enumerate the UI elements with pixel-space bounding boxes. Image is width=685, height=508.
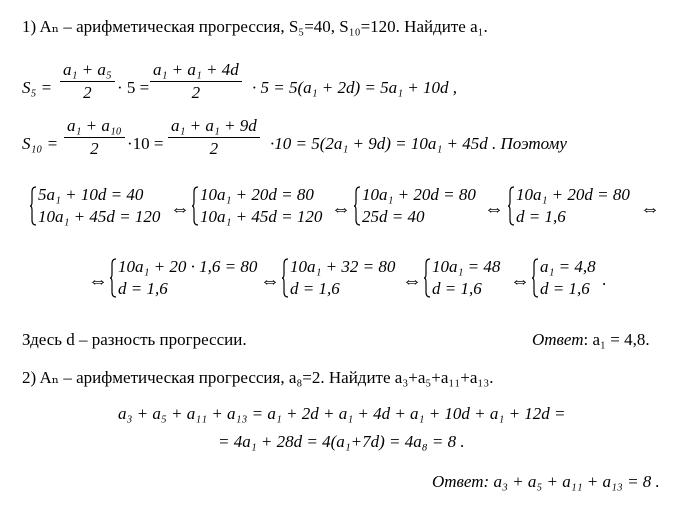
answer-value: : a₃ + a₅ + a₁₁ + a₁₃ = 8 .: [483, 472, 660, 491]
s10-lhs: S₁₀ =: [22, 134, 59, 153]
system-6-line-1: 10a₁ + 32 = 80: [290, 257, 396, 276]
equivalence-icon: ⇔: [510, 270, 530, 292]
equivalence-icon: ⇔: [640, 198, 660, 220]
equivalence-icon: ⇔: [260, 270, 280, 292]
system-8-line-1: a₁ = 4,8: [540, 257, 596, 276]
s10-frac2-denominator: 2: [209, 139, 219, 158]
answer-label: Ответ: [432, 472, 484, 491]
equivalence-icon: ⇔: [402, 270, 422, 292]
fraction-bar: [150, 81, 242, 82]
answer-value: : a₁ = 4,8.: [583, 330, 650, 349]
s5-rest: · 5 = 5(a₁ + 2d) = 5a₁ + 10d ,: [252, 78, 458, 97]
s5-frac1-denominator: 2: [83, 83, 92, 102]
system-2: [192, 184, 322, 228]
s10-rest: ·10 = 5(2a₁ + 9d) = 10a₁ + 45d . Поэтому: [270, 134, 567, 153]
fraction-bar: [60, 81, 115, 82]
system-4: [508, 184, 630, 228]
system-5-line-1: 10a₁ + 20 · 1,6 = 80: [118, 257, 258, 276]
problem2-line-2: = 4a₁ + 28d = 4(a₁+7d) = 4a₈ = 8 .: [218, 432, 465, 451]
problem1-answer: [532, 330, 650, 350]
system-5-line-2: d = 1,6: [118, 279, 168, 298]
system-8: [532, 256, 596, 300]
system-4-line-2: d = 1,6: [516, 207, 566, 226]
left-brace-icon: [282, 258, 289, 298]
left-brace-icon: [192, 186, 199, 226]
system-7: [424, 256, 500, 300]
system-2-line-2: 10a₁ + 45d = 120: [200, 207, 323, 226]
left-brace-icon: [424, 258, 431, 298]
system-7-line-1: 10a₁ = 48: [432, 257, 501, 276]
system-3-line-1: 10a₁ + 20d = 80: [362, 185, 476, 204]
equivalence-icon: ⇔: [88, 270, 108, 292]
system-4-line-1: 10a₁ + 20d = 80: [516, 185, 630, 204]
s10-fraction-1: [64, 116, 125, 159]
s5-frac2-denominator: 2: [191, 83, 201, 102]
system-6: [282, 256, 395, 300]
s10-fraction-2: [168, 116, 260, 159]
s5-frac1-numerator: a₁ + a₅: [63, 60, 112, 79]
s5-frac2-numerator: a₁ + a₁ + 4d: [153, 60, 239, 79]
equivalence-icon: ⇔: [484, 198, 504, 220]
left-brace-icon: [30, 186, 37, 226]
equivalence-icon: ⇔: [170, 198, 190, 220]
system-7-line-2: d = 1,6: [432, 279, 482, 298]
system-6-line-2: d = 1,6: [290, 279, 340, 298]
system-3: [354, 184, 476, 228]
system-1-line-2: 10a₁ + 45d = 120: [38, 207, 161, 226]
problem1-statement: 1) Aₙ – арифметическая прогрессия, S₅=40, S₁₀=120. Найдите a₁.: [22, 17, 488, 36]
equivalence-icon: ⇔: [331, 198, 351, 220]
s10-mid: ·10 =: [127, 134, 164, 153]
problem2-line-1: a₃ + a₅ + a₁₁ + a₁₃ = a₁ + 2d + a₁ + 4d + a₁ + 10d + a₁ + 12d =: [118, 404, 566, 423]
s10-frac1-numerator: a₁ + a₁₀: [67, 116, 122, 135]
problem2-statement: 2) Aₙ – арифметическая прогрессия, a₈=2. Найдите a₃+a₅+a₁₁+a₁₃.: [22, 368, 494, 387]
left-brace-icon: [354, 186, 361, 226]
left-brace-icon: [110, 258, 117, 298]
system-8-line-2: d = 1,6: [540, 279, 590, 298]
problem2-answer: [432, 472, 660, 492]
s10-frac1-denominator: 2: [90, 139, 99, 158]
system-1: [30, 184, 160, 228]
system-3-line-2: 25d = 40: [362, 207, 425, 226]
answer-label: Ответ: [532, 330, 584, 349]
problem1-note: Здесь d – разность прогрессии.: [22, 330, 247, 349]
left-brace-icon: [532, 258, 539, 298]
s5-lhs: S₅ =: [22, 78, 53, 97]
s5-fraction-2: [150, 60, 242, 103]
left-brace-icon: [508, 186, 515, 226]
system-2-line-1: 10a₁ + 20d = 80: [200, 185, 314, 204]
system-1-line-1: 5a₁ + 10d = 40: [38, 185, 144, 204]
fraction-bar: [64, 137, 125, 138]
s10-frac2-numerator: a₁ + a₁ + 9d: [171, 116, 257, 135]
fraction-bar: [168, 137, 260, 138]
s5-mid: · 5 =: [117, 78, 150, 97]
row2-period: .: [602, 270, 607, 289]
s5-fraction-1: [60, 60, 115, 103]
system-5: [110, 256, 257, 300]
